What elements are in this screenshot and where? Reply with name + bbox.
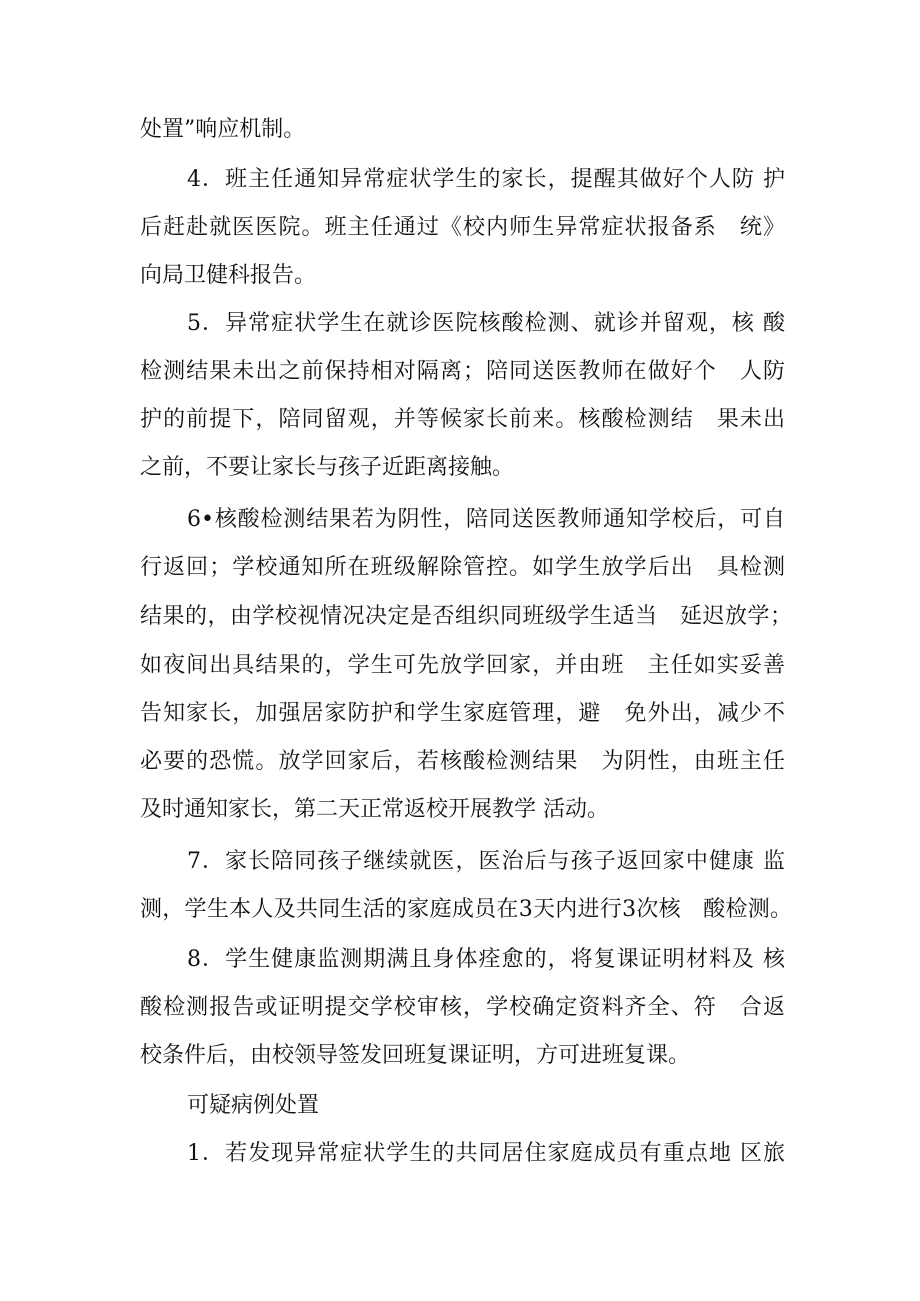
text-line: 结果的，由学校视情况决定是否组织同班级学生适当 延迟放学；	[140, 604, 792, 629]
paragraph-4-line: 4．班主任通知异常症状学生的家长，提醒其做好个人防 护	[187, 167, 785, 192]
paragraph-5-line: 5．异常症状学生在就诊医院核酸检测、就诊并留观，核 酸	[187, 311, 785, 336]
text-line: 酸检测报告或证明提交学校审核，学校确定资料齐全、符 合返	[140, 995, 785, 1020]
text-line: 告知家长，加强居家防护和学生家庭管理，避 免外出，减少不	[140, 701, 785, 726]
text-line: 护的前提下，陪同留观，并等候家长前来。核酸检测结 果未出	[140, 407, 785, 432]
paragraph-6-line: 6•核酸检测结果若为阴性，陪同送医教师通知学校后，可自	[187, 507, 785, 532]
section-heading: 可疑病例处置	[187, 1093, 320, 1118]
text-line: 校条件后，由校领导签发回班复课证明，方可进班复课。	[140, 1043, 691, 1068]
text-line: 行返回；学校通知所在班级解除管控。如学生放学后出 具检测	[140, 555, 785, 580]
text-line: 必要的恐慌。放学回家后，若核酸检测结果 为阴性，由班主任	[140, 749, 785, 774]
text-line: 如夜间出具结果的，学生可先放学回家，并由班 主任如实妥善	[140, 653, 785, 678]
text-line: 及时通知家长，第二天正常返校开展教学 活动。	[140, 797, 609, 822]
text-line: 向局卫健科报告。	[140, 263, 317, 288]
paragraph-1-line: 1．若发现异常症状学生的共同居住家庭成员有重点地 区旅	[187, 1141, 785, 1166]
text-line: 之前，不要让家长与孩子近距离接触。	[140, 455, 515, 480]
text-line: 测，学生本人及共同生活的家庭成员在3天内进行3次核 酸检测。	[140, 897, 792, 922]
text-line: 处置”响应机制。	[140, 117, 306, 142]
text-line: 后赶赴就医医院。班主任通过《校内师生异常症状报备系 统》	[140, 215, 785, 240]
paragraph-7-line: 7．家长陪同孩子继续就医，医治后与孩子返回家中健康 监	[187, 849, 785, 874]
paragraph-8-line: 8．学生健康监测期满且身体痊愈的，将复课证明材料及 核	[187, 947, 785, 972]
text-line: 检测结果未出之前保持相对隔离；陪同送医教师在做好个 人防	[140, 359, 785, 384]
